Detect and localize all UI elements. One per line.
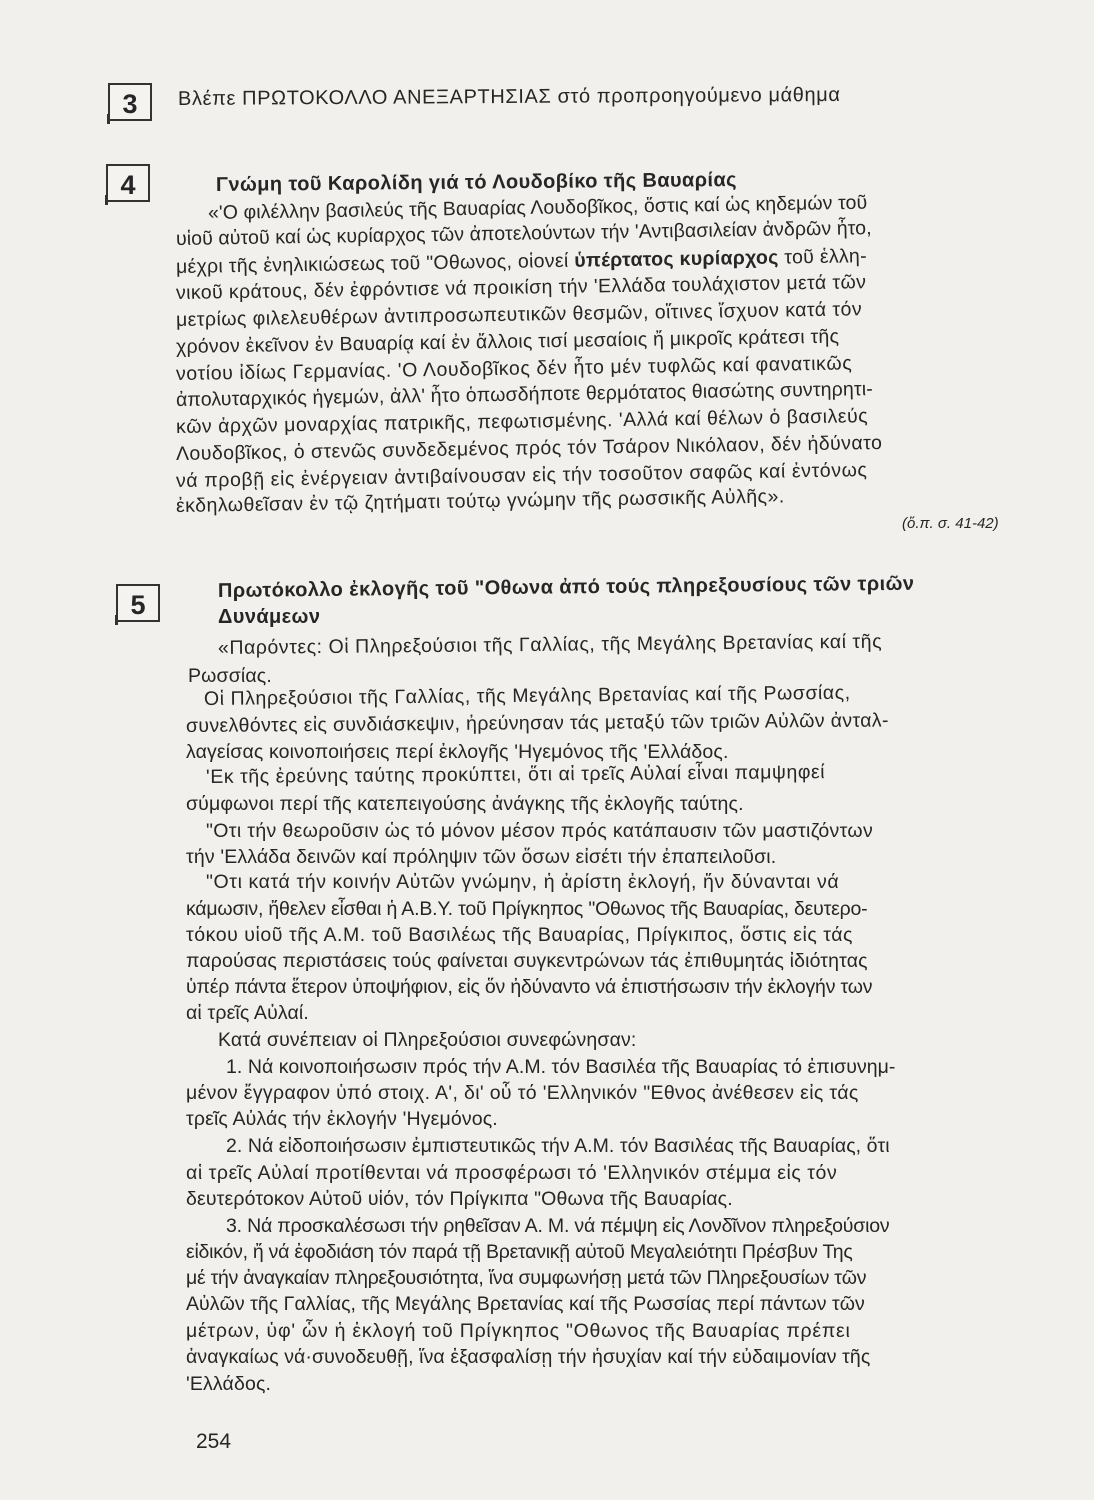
section-5-line: μέτρων, ὑφ' ὧν ἡ ἐκλογή τοῦ Πρίγκηπος "Οθωνος τῆς Βαυαρίας πρέπει: [186, 1320, 851, 1342]
section-4-line: μετρίως φιλελευθέρων ἀντιπροσωπευτικῶν θεσμῶν, οἵτινες ἴσχυον κατά τόν: [175, 298, 863, 331]
section-5-line: Κατά συνέπειαν οἱ Πληρεξούσιοι συνεφώνησαν:: [218, 1029, 637, 1051]
section-5-line: Ρωσσίας.: [188, 665, 272, 687]
section-5-line: 'Ελλάδος.: [186, 1373, 272, 1395]
section-5-line: 'Εκ τῆς ἐρεύνης ταύτης προκύπτει, ὅτι αἱ τρεῖς Αὐλαί εἶναι παμψηφεί: [205, 761, 826, 788]
section-5-line: τρεῖς Αὐλάς τήν ἐκλογήν 'Ηγεμόνος.: [186, 1108, 498, 1130]
section-5-line: ὑπέρ πάντα ἕτερον ὑποψήφιον, εἰς ὅν ἠδύναντο νά ἐπιστήσωσιν τήν ἐκλογήν των: [186, 976, 873, 998]
section-4-line: υἱοῦ αὐτοῦ καί ὡς κυρίαρχος τῶν ἀποτελούντων τήν 'Αντιβασιλείαν ἀνδρῶν ἦτο,: [175, 217, 872, 250]
section-4-line: «'Ο φιλέλλην βασιλεύς τῆς Βαυαρίας Λουδοβῖκος, ὅστις καί ὡς κηδεμών τοῦ: [207, 191, 868, 224]
section-5-heading-line: Πρωτόκολλο ἐκλογῆς τοῦ "Οθωνα ἀπό τούς πληρεξουσίους τῶν τριῶν: [217, 572, 915, 602]
section-5-line: Οἱ Πληρεξούσιοι τῆς Γαλλίας, τῆς Μεγάλης Βρετανίας καί τῆς Ρωσσίας,: [203, 681, 851, 710]
page-number: 254: [196, 1430, 232, 1453]
section-4-line: ἐκδηλωθεῖσαν ἐν τῷ ζητήματι τούτῳ γνώμην τῆς ρωσσικῆς Αὐλῆς».: [175, 485, 785, 517]
section-number-5: 5: [116, 584, 160, 622]
section-5-line: παρούσας περιστάσεις τούς φαίνεται συγκεντρώνων τάς ἐπιθυμητάς ἰδιότητας: [186, 950, 868, 972]
section-5-line: λαγείσας κοινοποιήσεις περί ἐκλογῆς 'Ηγεμόνος τῆς 'Ελλάδος.: [186, 741, 729, 763]
section-4-text: μέχρι τῆς ἐνηλικιώσεως τοῦ "Οθωνος, οἱονεί: [175, 249, 569, 278]
section-5-heading-line: Δυνάμεων: [218, 606, 321, 628]
section-5-line: "Οτι κατά τήν κοινήν Αὐτῶν γνώμην, ἡ ἀρίστη ἐκλογή, ἥν δύνανται νά: [206, 871, 840, 893]
section-5-line: εἰδικόν, ἤ νά ἐφοδιάση τόν παρά τῇ Βρετανικῇ αὐτοῦ Μεγαλειότητι Πρέσβυν Της: [186, 1241, 853, 1263]
section-5-line: τόκου υἱοῦ τῆς Α.Μ. τοῦ Βασιλέως τῆς Βαυαρίας, Πρίγκιπος, ὅστις εἰς τάς: [186, 924, 854, 946]
section-3-text: Βλέπε ΠΡΩΤΟΚΟΛΛΟ ΑΝΕΞΑΡΤΗΣΙΑΣ στό προπροηγούμενο μάθημα: [177, 83, 841, 110]
section-4-line: ἀπολυταρχικός ἡγεμών, ἀλλ' ἦτο ὁπωσδήποτε θερμότατος θιασώτης συντηρητι-: [175, 378, 874, 411]
section-4-text: τοῦ ἑλλη-: [784, 245, 868, 269]
section-5-line: αἱ τρεῖς Αὐλαί.: [186, 1002, 309, 1024]
section-5-line: 1. Νά κοινοποιήσωσιν πρός τήν Α.Μ. τόν Βασιλέα τῆς Βαυαρίας τό ἐπισυνημ-: [226, 1056, 896, 1078]
section-4-line: νικοῦ κράτους, δέν ἐφρόντισε νά προικίση τήν 'Ελλάδα τουλάχιστον μετά τῶν: [175, 271, 867, 304]
section-5-line: ἀναγκαίως νά·συνοδευθῇ, ἵνα ἐξασφαλίσῃ τήν ἡσυχίαν καί τήν εὐδαιμονίαν τῆς: [186, 1346, 871, 1368]
section-4-line: Λουδοβῖκος, ὁ στενῶς συνδεδεμένος πρός τόν Τσάρον Νικόλαον, δέν ἠδύνατο: [175, 431, 883, 465]
section-number-4: 4: [106, 164, 150, 202]
section-5-line: μένον ἔγγραφον ὑπό στοιχ. Α', δι' οὗ τό 'Ελληνικόν "Εθνος ἀνέθεσεν εἰς τάς: [186, 1082, 859, 1104]
section-5-line: «Παρόντες: Οἱ Πληρεξούσιοι τῆς Γαλλίας, τῆς Μεγάλης Βρετανίας καί τῆς: [217, 630, 883, 659]
section-5-line: Αὐλῶν τῆς Γαλλίας, τῆς Μεγάλης Βρετανίας καί τῆς Ρωσσίας περί πάντων τῶν: [186, 1293, 865, 1315]
section-5-line: συνελθόντες εἰς συνδιάσκεψιν, ἠρεύνησαν τάς μεταξύ τῶν τριῶν Αὐλῶν ἀνταλ-: [185, 709, 889, 737]
emphasis-text: ὑπέρτατος κυρίαρχος: [574, 246, 779, 272]
section-4-line: κῶν ἀρχῶν μοναρχίας πατρικῆς, πεφωτισμένης. 'Αλλά καί θέλων ὁ βασιλεύς: [175, 405, 869, 438]
section-4-heading: Γνώμη τοῦ Καρολίδη γιά τό Λουδοβίκο τῆς Βαυαρίας: [215, 168, 738, 196]
section-5-line: σύμφωνοι περί τῆς κατεπειγούσης ἀνάγκης τῆς ἐκλογῆς ταύτης.: [186, 793, 744, 815]
section-number-3: 3: [108, 83, 152, 121]
section-5-line: κάμωσιν, ἤθελεν εἶσθαι ἡ Α.Β.Υ. τοῦ Πρίγκηπος "Οθωνος τῆς Βαυαρίας, δευτερο-: [186, 898, 868, 920]
section-5-line: μέ τήν ἀναγκαίαν πληρεξουσιότητα, ἵνα συμφωνήσῃ μετά τῶν Πληρεξουσίων τῶν: [186, 1267, 867, 1289]
section-5-line: αἱ τρεῖς Αὐλαί προτίθενται νά προσφέρωσι τό 'Ελληνικόν στέμμα εἰς τόν: [186, 1162, 838, 1184]
section-4-line: νοτίου ἰδίως Γερμανίας. 'Ο Λουδοβῖκος δέν ἦτο μέν τυφλῶς καί φανατικῶς: [175, 352, 853, 385]
section-5-line: δευτερότοκον Αὐτοῦ υἱόν, τόν Πρίγκιπα "Οθωνα τῆς Βαυαρίας.: [186, 1188, 733, 1210]
section-4-reference: (ὅ.π. σ. 41-42): [902, 515, 999, 532]
section-4-line: χρόνον ἐκεῖνον ἐν Βαυαρίᾳ καί ἐν ἄλλοις τισί μεσαίοις ἤ μικροῖς κράτεσι τῆς: [175, 325, 840, 358]
section-5-line: "Οτι τήν θεωροῦσιν ὡς τό μόνον μέσον πρός κατάπαυσιν τῶν μαστιζόντων: [206, 820, 874, 842]
section-5-line: τήν 'Ελλάδα δεινῶν καί πρόληψιν τῶν ὅσων εἰσέτι τήν ἐπαπειλοῦσι.: [186, 846, 777, 868]
section-5-line: 2. Νά εἰδοποιήσωσιν ἐμπιστευτικῶς τήν Α.Μ. τόν Βασιλέας τῆς Βαυαρίας, ὅτι: [226, 1135, 890, 1157]
section-5-line: 3. Νά προσκαλέσωσι τήν ρηθεῖσαν Α. Μ. νά πέμψη εἰς Λονδῖνον πληρεξούσιον: [226, 1215, 890, 1237]
section-4-line: νά προβῇ εἰς ἐνέργειαν ἀντιβαίνουσαν εἰς τήν τοσοῦτον σαφῶς καί ἐντόνως: [175, 459, 868, 492]
